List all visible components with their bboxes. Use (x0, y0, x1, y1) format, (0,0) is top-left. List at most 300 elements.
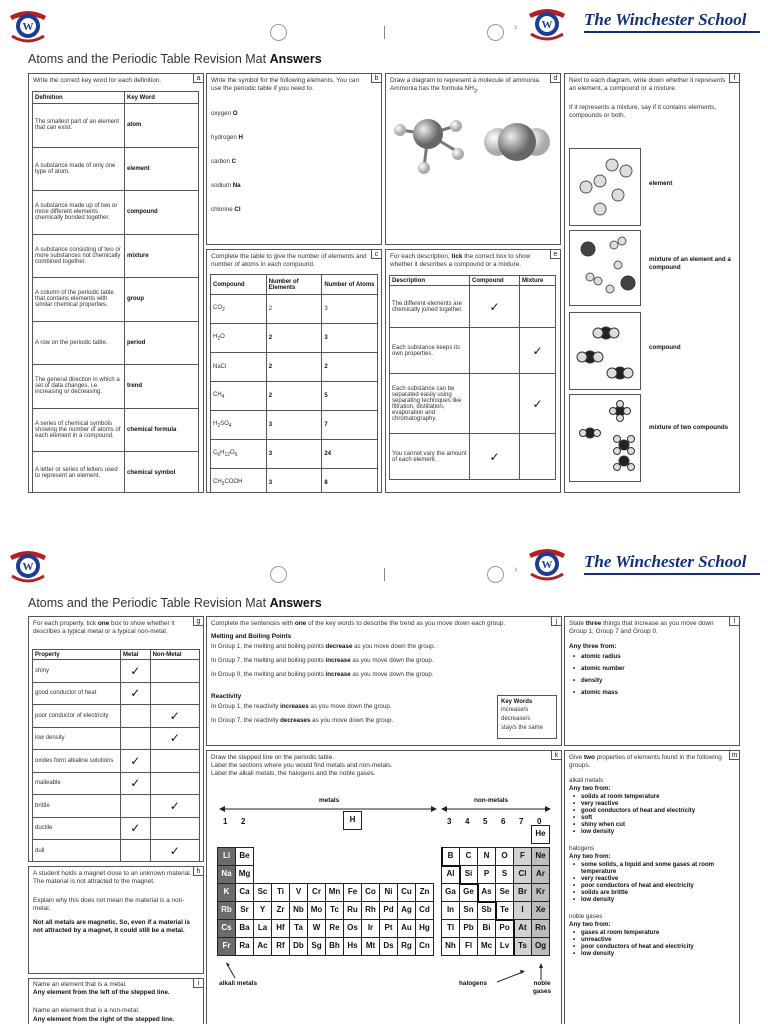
header-row (390, 276, 556, 286)
element-cell: Ba (235, 919, 254, 938)
element-cell: Bi (477, 919, 496, 938)
element-cell: Ts (513, 937, 532, 956)
list-item: • low density (569, 896, 737, 903)
element-cell: Al (441, 865, 460, 884)
definition-cell: A letter or series of letters used to represent an element. (33, 452, 125, 494)
panel-d-ammonia (385, 73, 561, 245)
element-cell: Pt (379, 919, 398, 938)
group-properties (569, 777, 737, 967)
panel-b-symbols (206, 73, 382, 245)
metal-cell (121, 660, 151, 683)
property-cell: good conductor of heat (33, 682, 121, 705)
element-cell: Tl (441, 919, 460, 938)
formula-part: H (213, 333, 218, 340)
nonmetal-cell (150, 727, 199, 750)
diagram-box (569, 230, 641, 306)
table-row (390, 434, 556, 480)
element-cell: Cu (397, 883, 416, 902)
header-row (211, 275, 378, 295)
atoms-count: 3 (322, 324, 378, 353)
element-cell: Ru (343, 901, 362, 920)
any-label: Any three from: (569, 643, 617, 650)
key-words-list (501, 706, 553, 733)
header-row (33, 92, 199, 104)
question-text: Explain why this does not mean the material is a non-metal. (33, 897, 185, 912)
element-cell: Li (217, 847, 236, 866)
compound-mixture-table (389, 275, 556, 480)
element-cell: Se (495, 883, 514, 902)
sentence-text: In Group 7, the reactivity (211, 717, 281, 724)
stepped-line (441, 865, 459, 867)
sentence-text: as you move down the group. (350, 657, 434, 664)
element-cell: O (495, 847, 514, 866)
formula-part: C (213, 449, 218, 456)
instruction: Complete the table to give the number of elements and number of atoms in each compound. (211, 253, 367, 268)
keyword-table (32, 91, 199, 493)
element-cell: Co (361, 883, 380, 902)
element-name: chlorine (211, 206, 233, 213)
sentence-text: In Group 7, the melting and boiling points (211, 657, 326, 664)
school-name: The Winchester School (584, 552, 747, 571)
element-cell: Ti (271, 883, 290, 902)
increase-list (569, 653, 729, 701)
definition-cell: A column of the periodic table that contains elements with similar chemical properties. (33, 278, 125, 322)
keyword-cell: mixture (125, 234, 199, 278)
list-item: • shiny when cut (569, 821, 737, 828)
element-cell: Mc (477, 937, 496, 956)
column-header: Number of Elements (266, 275, 322, 295)
nonmetal-cell (150, 705, 199, 728)
group-name: noble gases (569, 913, 603, 920)
ammonia-molecule-diagram (386, 104, 561, 204)
panel-m-group-properties (564, 750, 740, 1024)
keyword-cell: chemical formula (125, 408, 199, 452)
element-cell: At (513, 919, 532, 938)
formula-part: O (220, 333, 225, 340)
element-cell: Tc (325, 901, 344, 920)
table-row (33, 795, 200, 818)
property-cell: dull (33, 840, 121, 863)
group-block (569, 913, 737, 957)
element-symbol: Na (232, 182, 241, 189)
panel-letter: e (550, 249, 561, 259)
compound-table (210, 274, 378, 493)
definition-cell: A series of chemical symbols showing the number of atoms of each element in a compound. (33, 408, 125, 452)
property-cell: low density (33, 727, 121, 750)
description-cell: The different elements are chemically joined together. (390, 286, 470, 328)
group-block (569, 777, 737, 835)
element-cell: Xe (531, 901, 550, 920)
element-cell: Y (253, 901, 272, 920)
element-name: sodium (211, 182, 231, 189)
element-cell: Mo (307, 901, 326, 920)
element-cell: Be (235, 847, 254, 866)
column-header: Definition (33, 92, 125, 104)
compound-cell (470, 374, 520, 434)
column-header: Compound (470, 276, 520, 286)
element-cell: Pd (379, 901, 398, 920)
definition-cell: A substance made of only one type of atom. (33, 147, 125, 191)
column-header: Number of Atoms (322, 275, 378, 295)
keyword-cell: trend (125, 365, 199, 409)
property-cell: malleable (33, 772, 121, 795)
label-arrows (207, 956, 562, 986)
element-cell: As (477, 883, 496, 902)
table-row (211, 353, 378, 382)
table-row (211, 324, 378, 353)
sentence-text: as you move down the group. (352, 643, 436, 650)
instruction: Give two properties of elements found in the following groups. (569, 754, 722, 769)
table-row (33, 365, 199, 409)
element-cell: V (289, 883, 308, 902)
table-row (33, 705, 200, 728)
element-cell: Os (343, 919, 362, 938)
element-cell: W (307, 919, 326, 938)
metal-cell (121, 795, 151, 818)
tick-icon: ✓ (169, 731, 180, 746)
halogens-label: halogens (459, 980, 488, 987)
tick-icon: ✓ (130, 776, 141, 791)
definition-cell: A substance consisting of two or more substances not chemically combined together. (33, 234, 125, 278)
sentence-text: as you move down the group. (308, 703, 392, 710)
crop-arrow-icon: › (514, 564, 518, 575)
property-cell: poor conductor of electricity (33, 705, 121, 728)
trend-sentence (211, 703, 501, 711)
element-cell: Lv (495, 937, 514, 956)
list-item: • good conductors of heat and electricity (569, 807, 737, 814)
element-cell: Si (459, 865, 478, 884)
key-words-title: Key Words (501, 699, 533, 705)
sentence-text: In Group 0, the melting and boiling points (211, 671, 326, 678)
table-row (390, 374, 556, 434)
table-row (33, 660, 200, 683)
atoms-count: 3 (322, 295, 378, 324)
panel-letter: h (193, 866, 204, 876)
element-name: oxygen (211, 110, 231, 117)
element-cell: Br (513, 883, 532, 902)
formula-part: CH (213, 478, 222, 485)
stepped-line (441, 847, 443, 866)
element-cell: Mg (235, 865, 254, 884)
table-row (33, 750, 200, 773)
svg-text:W: W (541, 19, 553, 31)
column-header: Property (33, 650, 121, 660)
school-crest-logo (525, 4, 569, 42)
sentence-text: In Group 1, the reactivity (211, 703, 281, 710)
tick-icon: ✓ (489, 449, 500, 464)
element-name: carbon (211, 158, 230, 165)
element-cell: Cd (415, 901, 434, 920)
nonmetal-cell (150, 660, 199, 683)
answer-text: element (649, 180, 673, 187)
table-row (211, 295, 378, 324)
element-cell: Rg (397, 937, 416, 956)
school-crest-logo (525, 544, 569, 582)
list-item: • atomic radius (569, 653, 729, 660)
instruction: For each description, tick the correct box to show whether it describes a compound or a mixture. (390, 253, 531, 268)
element-cell: Ni (379, 883, 398, 902)
noble-gases-label: noble gases (532, 980, 552, 995)
column-header: Key Word (125, 92, 199, 104)
brand-underline (584, 31, 760, 33)
element-cell: Te (495, 901, 514, 920)
instruction: State three things that increase as you move down Group 1, Group 7 and Group 0. (569, 620, 714, 635)
element-cell: Sn (459, 901, 478, 920)
mixture-cell (520, 328, 556, 374)
definition-cell: A substance made up of two or more different elements chemically bonded together. (33, 191, 125, 235)
list-item: • density (569, 677, 729, 684)
element-cell: Ac (253, 937, 272, 956)
panel-letter: i (193, 978, 204, 988)
table-row (33, 840, 200, 863)
element-cell: Au (397, 919, 416, 938)
list-item: • poor conductors of heat and electricity (569, 882, 737, 889)
element-symbol: O (232, 110, 238, 117)
tick-icon: ✓ (169, 843, 180, 858)
table-row (33, 104, 199, 148)
panel-k-periodic-table (206, 750, 562, 1024)
element-cell: Rh (361, 901, 380, 920)
element-cell: Zr (271, 901, 290, 920)
column-header: Mixture (520, 276, 556, 286)
element-cell: Hg (415, 919, 434, 938)
panel-letter: k (551, 750, 562, 760)
sentence-answer: decrease (325, 643, 353, 650)
key-word: increase/s (501, 707, 529, 713)
metal-cell (121, 705, 151, 728)
formula-cell (211, 353, 267, 382)
formula-part: NaCl (213, 364, 227, 370)
svg-text:W: W (22, 21, 34, 33)
definition-cell: A row on the periodic table. (33, 321, 125, 365)
list-item: • atomic number (569, 665, 729, 672)
nonmetals-label: non-metals (474, 797, 509, 804)
element-cell: Cs (217, 919, 236, 938)
sentence-text: as you move down the group. (350, 671, 434, 678)
reactivity-sentences (211, 703, 501, 731)
tick-icon: ✓ (130, 663, 141, 678)
element-cell: H (343, 811, 362, 830)
column-header: Description (390, 276, 470, 286)
panel-letter: c (371, 249, 382, 259)
element-cell: Re (325, 919, 344, 938)
formula-subscript: 12 (224, 452, 231, 459)
school-crest-logo (6, 546, 50, 584)
element-cell: Fl (459, 937, 478, 956)
mixture-cell (520, 286, 556, 328)
panel-letter: d (550, 73, 561, 83)
formula-cell (211, 295, 267, 324)
instruction: Label the alkali metals, the halogens and the noble gases. (211, 770, 376, 777)
description-cell: You cannot vary the amount of each element. (390, 434, 470, 480)
keyword-cell: element (125, 147, 199, 191)
melting-boiling-sentences (211, 643, 511, 685)
brand-underline (584, 573, 760, 575)
tick-icon: ✓ (489, 299, 500, 314)
section-title: Reactivity (211, 693, 242, 700)
atoms-count: 5 (322, 382, 378, 411)
formula-part: SO (220, 420, 229, 427)
atoms-count: 7 (322, 411, 378, 440)
compound-cell (470, 434, 520, 480)
element-cell: Ca (235, 883, 254, 902)
answer-text: mixture of an element and a compound (649, 256, 731, 271)
panel-a-keywords (28, 73, 204, 493)
stepped-line (459, 883, 477, 885)
elements-count: 2 (266, 382, 322, 411)
nonmetal-cell (150, 682, 199, 705)
panel-letter: b (371, 73, 382, 83)
answer-text: compound (649, 344, 681, 351)
element-cell: Ge (459, 883, 478, 902)
element-cell: Sc (253, 883, 272, 902)
table-row (33, 817, 200, 840)
elements-count: 2 (266, 295, 322, 324)
element-cell: Rn (531, 919, 550, 938)
registration-mark (270, 24, 287, 41)
column-header: Compound (211, 275, 267, 295)
list-item: • solids at room temperature (569, 793, 737, 800)
formula-part: CH (213, 391, 222, 398)
svg-text:W: W (22, 561, 34, 573)
element-cell: Cr (307, 883, 326, 902)
crop-arrow-icon: › (514, 22, 518, 33)
element-cell: Ta (289, 919, 308, 938)
element-cell: N (477, 847, 496, 866)
registration-mark (487, 24, 504, 41)
keyword-cell: chemical symbol (125, 452, 199, 494)
tick-icon: ✓ (532, 396, 543, 411)
alkali-metals-label: alkali metals (219, 980, 258, 987)
formula-subscript: 4 (221, 394, 225, 401)
tick-icon: ✓ (169, 798, 180, 813)
element-symbol: Cl (234, 206, 241, 213)
panel-letter: j (551, 616, 562, 626)
list-item: • atomic mass (569, 689, 729, 696)
element-symbol: C (231, 158, 237, 165)
stepped-line (477, 883, 479, 901)
table-row (211, 440, 378, 469)
element-cell: La (253, 919, 272, 938)
panel-letter: g (193, 616, 204, 626)
stepped-line (513, 919, 515, 955)
registration-mark (270, 566, 287, 583)
formula-subscript: 2 (217, 336, 221, 343)
panel-f-diagrams (564, 73, 740, 493)
symbol-item (211, 182, 241, 190)
element-cell: Ar (531, 865, 550, 884)
element-name: hydrogen (211, 134, 237, 141)
property-list (569, 929, 737, 957)
property-cell: oxides form alkaline solutions (33, 750, 121, 773)
any-label: Any two from: (569, 921, 611, 928)
any-label: Any two from: (569, 785, 611, 792)
property-cell: ductile (33, 817, 121, 840)
keyword-cell: group (125, 278, 199, 322)
panel-h-magnet (28, 866, 204, 974)
list-item: • very reactive (569, 875, 737, 882)
page-title: Atoms and the Periodic Table Revision Mat Answers (28, 596, 322, 610)
element-cell: Sb (477, 901, 496, 920)
list-item: • unreactive (569, 936, 737, 943)
key-words-box (497, 695, 557, 739)
property-cell: brittle (33, 795, 121, 818)
formula-subscript: 6 (234, 452, 238, 459)
element-cell: Sr (235, 901, 254, 920)
property-cell: shiny (33, 660, 121, 683)
list-item: • some solids, a liquid and some gases at room temperature (569, 861, 737, 875)
tick-icon: ✓ (130, 753, 141, 768)
key-word: stay/s the same (501, 725, 544, 731)
list-item: • very reactive (569, 800, 737, 807)
formula-part: H (220, 449, 225, 456)
atoms-count: 2 (322, 353, 378, 382)
svg-text:W: W (541, 559, 553, 571)
answer-text: Any element from the left of the stepped line. (33, 989, 170, 996)
nonmetal-cell (150, 772, 199, 795)
element-cell: Zn (415, 883, 434, 902)
stepped-line (477, 901, 495, 903)
element-cell: Fe (343, 883, 362, 902)
element-cell: Rf (271, 937, 290, 956)
metal-cell (121, 817, 151, 840)
question-text: Name an element that is a non-metal. (33, 1007, 140, 1014)
panel-c-compounds (206, 249, 382, 493)
element-cell: Po (495, 919, 514, 938)
sentence-text: In Group 1, the melting and boiling points (211, 643, 326, 650)
element-cell: Na (217, 865, 236, 884)
list-item: • gases at room temperature (569, 929, 737, 936)
table-row (390, 286, 556, 328)
instruction: Next to each diagram, write down whether it represents an element, a compound or a mixture. (569, 77, 726, 92)
definition-cell: The smallest part of an element that can exist. (33, 104, 125, 148)
elements-count: 3 (266, 469, 322, 494)
table-row (211, 469, 378, 494)
element-cell: Ir (361, 919, 380, 938)
list-item: • poor conductors of heat and electricity (569, 943, 737, 950)
sentence-answer: decreases (280, 717, 311, 724)
crop-mark (384, 26, 385, 39)
list-item: • soft (569, 814, 737, 821)
property-list (569, 861, 737, 903)
diagram-box (569, 394, 641, 482)
tick-icon: ✓ (532, 343, 543, 358)
group-block (569, 845, 737, 903)
element-cell: Cn (415, 937, 434, 956)
nonmetal-cell (150, 840, 199, 863)
table-row (211, 411, 378, 440)
diagram-box (569, 148, 641, 226)
element-symbol: H (238, 134, 244, 141)
stepped-line (459, 865, 461, 883)
element-cell: Nh (441, 937, 460, 956)
group-number: 5 (483, 817, 488, 826)
symbol-item (211, 134, 243, 142)
question-text: A student holds a magnet close to an unknown material. The material is not attracted to the magnet. (33, 870, 192, 885)
element-cell: Fr (217, 937, 236, 956)
table-row (211, 382, 378, 411)
nonmetal-cell (150, 795, 199, 818)
element-cell: Bh (325, 937, 344, 956)
element-cell: Hs (343, 937, 362, 956)
group-number: 4 (465, 817, 470, 826)
panel-letter: l (729, 616, 740, 626)
instruction: Draw a diagram to represent a molecule of ammonia. Ammonia has the formula $NH_3$. (390, 77, 541, 95)
trend-sentence (211, 717, 501, 725)
element-cell: Sg (307, 937, 326, 956)
mixture-cell (520, 434, 556, 480)
elements-count: 2 (266, 353, 322, 382)
